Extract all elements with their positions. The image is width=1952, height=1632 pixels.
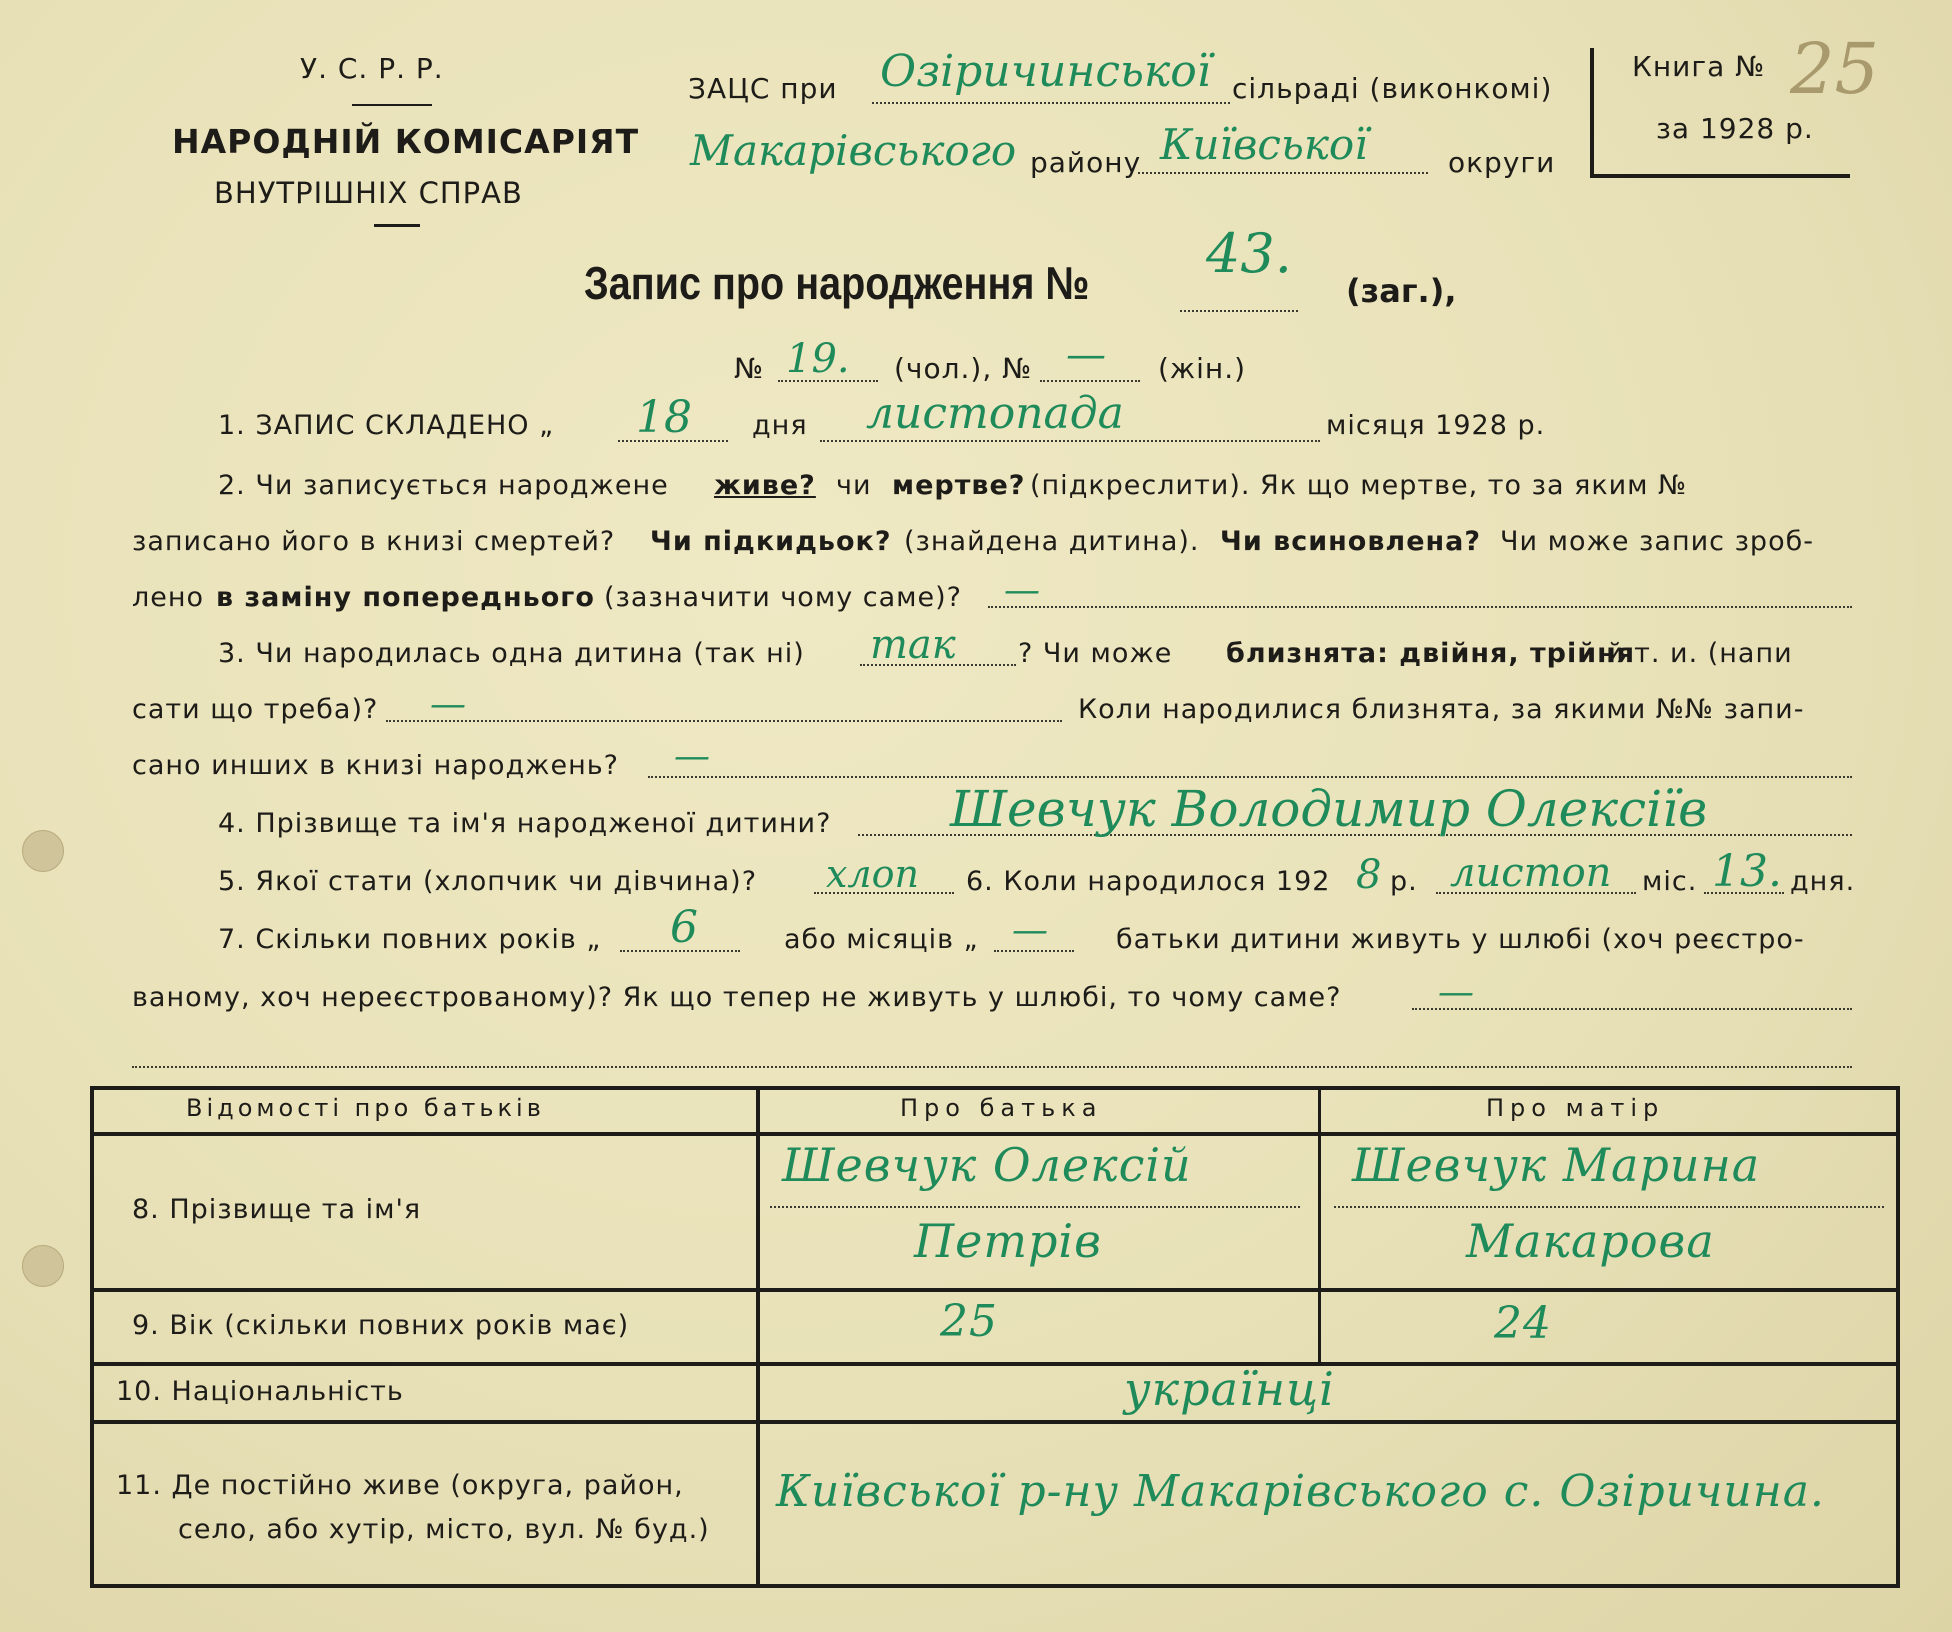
col-header-info: Відомості про батьків <box>186 1094 545 1122</box>
dotted-line <box>386 720 1062 722</box>
record-number-suffix: (заг.), <box>1346 272 1457 310</box>
okruha-label: округи <box>1448 146 1556 179</box>
dotted-line <box>648 776 1852 778</box>
birth-year-handwritten: 8 <box>1356 852 1382 898</box>
row-nationality-label: 10. Національність <box>116 1376 404 1407</box>
table-border <box>90 1132 1900 1136</box>
q3-text: 3. Чи народилась одна дитина (так ні) <box>218 638 805 669</box>
q3-text: Коли народилися близнята, за якими №№ запи- <box>1078 694 1805 725</box>
q2-foundling: Чи підкидьок? <box>650 526 892 557</box>
q2-live-option: живе? <box>714 470 816 501</box>
zags-prefix: ЗАЦС при <box>688 72 838 105</box>
book-year: за 1928 р. <box>1656 112 1814 145</box>
okruha-handwritten: Київської <box>1160 120 1368 169</box>
dotted-line <box>1040 380 1140 382</box>
dotted-line <box>1334 1206 1884 1208</box>
q4-label: 4. Прізвище та ім'я народженої дитини? <box>218 808 832 839</box>
dotted-line <box>988 606 1852 608</box>
divider <box>374 224 420 227</box>
q6-dnya: дня. <box>1790 866 1856 897</box>
q7-answer-handwritten: — <box>1438 972 1474 1013</box>
q6-mis: міс. <box>1642 866 1698 897</box>
divider <box>352 104 432 106</box>
book-number-handwritten: 25 <box>1790 28 1880 110</box>
row-age-label: 9. Вік (скільки повних років має) <box>132 1310 630 1341</box>
dotted-line <box>1138 172 1428 174</box>
row-name-label: 8. Прізвище та ім'я <box>132 1194 422 1225</box>
punch-hole <box>22 1245 64 1287</box>
q3-others-handwritten: — <box>674 736 710 777</box>
marriage-years-handwritten: 6 <box>670 902 698 953</box>
father-name-handwritten: Шевчук Олексій <box>782 1138 1192 1192</box>
q7-text: ваному, хоч нереєстрованому)? Як що тепер не живуть у шлюбі, то чому саме? <box>132 982 1342 1013</box>
dotted-line <box>1412 1008 1852 1010</box>
table-border <box>1318 1086 1321 1366</box>
male-number-prefix: № <box>734 352 765 385</box>
dotted-line <box>770 1206 1300 1208</box>
q1-day-label: дня <box>752 410 808 441</box>
row-residence-label: 11. Де постійно живе (округа, район, <box>116 1470 684 1501</box>
punch-hole <box>22 830 64 872</box>
republic-label: У. С. Р. Р. <box>300 52 444 85</box>
book-box-border <box>1590 48 1594 176</box>
col-header-mother: Про матір <box>1486 1094 1665 1122</box>
q3-text: сати що треба)? <box>132 694 379 725</box>
q6-r: р. <box>1390 866 1418 897</box>
record-number-handwritten: 43. <box>1206 222 1292 285</box>
residence-handwritten: Київської р-ну Макарівського с. Озіричина. <box>776 1466 1825 1517</box>
nationality-handwritten: українці <box>1124 1362 1335 1416</box>
q2-text: записано його в книзі смертей? <box>132 526 616 557</box>
q2-text: (зазначити чому саме)? <box>604 582 962 613</box>
book-box-border <box>1590 174 1850 178</box>
dotted-line <box>132 1066 1852 1068</box>
mother-age-handwritten: 24 <box>1494 1298 1552 1349</box>
q2-answer-handwritten: — <box>1004 570 1040 611</box>
book-label: Книга № <box>1632 50 1766 83</box>
q2-text: (підкреслити). Як що мертве, то за яким № <box>1030 470 1688 501</box>
district-label: району <box>1030 146 1142 179</box>
q2-adopted: Чи всиновлена? <box>1220 526 1482 557</box>
q2-text: (знайдена дитина). <box>904 526 1200 557</box>
commissariat-title: НАРОДНІЙ КОМІСАРІЯТ <box>172 122 640 161</box>
q2-text: Чи може запис зроб- <box>1500 526 1814 557</box>
col-header-father: Про батька <box>900 1094 1103 1122</box>
q5-label: 5. Якої стати (хлопчик чи дівчина)? <box>218 866 758 897</box>
table-border <box>90 1086 1900 1090</box>
q2-text: чи <box>836 470 872 501</box>
sex-handwritten: хлоп <box>826 852 919 896</box>
q1-suffix: місяця 1928 р. <box>1326 410 1546 441</box>
q2-replacement: в заміну попереднього <box>216 582 595 613</box>
q6-label: 6. Коли народилося 192 <box>966 866 1331 897</box>
q1-day-handwritten: 18 <box>636 392 692 443</box>
q3-text: ? Чи може <box>1018 638 1173 669</box>
birth-day-handwritten: 13. <box>1712 846 1782 897</box>
dotted-line <box>820 440 1320 442</box>
dotted-line <box>872 102 1230 104</box>
female-number-label: (жін.) <box>1158 352 1247 385</box>
table-border <box>90 1584 1900 1588</box>
birth-month-handwritten: листоп <box>1450 850 1612 896</box>
q2-dead-option: мертве? <box>892 470 1026 501</box>
district-handwritten: Макарівського <box>690 126 1017 175</box>
q2-text: 2. Чи записується народжене <box>218 470 669 501</box>
dotted-line <box>1180 310 1298 312</box>
q3-answer-handwritten: так <box>870 622 956 668</box>
mother-name-handwritten: Шевчук Марина <box>1352 1138 1761 1192</box>
q3-twins-handwritten: — <box>430 684 466 725</box>
zags-suffix: сільраді (виконкомі) <box>1232 72 1553 105</box>
table-border <box>90 1086 94 1588</box>
village-council-handwritten: Озіричинської <box>880 46 1211 97</box>
page-title: Запис про народження № <box>584 257 1090 309</box>
marriage-months-handwritten: — <box>1012 910 1048 951</box>
q7-text: 7. Скільки повних років „ <box>218 924 602 955</box>
q3-text: сано инших в книзі народжень? <box>132 750 619 781</box>
commissariat-subtitle: ВНУТРІШНІХ СПРАВ <box>214 176 523 210</box>
father-patronymic-handwritten: Петрів <box>914 1214 1102 1268</box>
q3-text: й т. и. (напи <box>1606 638 1793 669</box>
male-number-handwritten: 19. <box>786 336 850 382</box>
child-name-handwritten: Шевчук Володимир Олексіїв <box>950 780 1708 838</box>
female-number-handwritten: — <box>1066 332 1106 378</box>
row-residence-label: село, або хутір, місто, вул. № буд.) <box>178 1514 710 1545</box>
q7-text: або місяців „ <box>784 924 979 955</box>
table-border <box>90 1420 1900 1424</box>
table-border <box>90 1362 1900 1366</box>
table-border <box>1896 1086 1900 1588</box>
father-age-handwritten: 25 <box>940 1296 998 1347</box>
q1-month-handwritten: листопада <box>866 388 1124 439</box>
q7-text: батьки дитини живуть у шлюбі (хоч реєстро- <box>1116 924 1805 955</box>
q2-text: лено <box>132 582 205 613</box>
q1-label: 1. ЗАПИС СКЛАДЕНО „ <box>218 410 555 441</box>
mother-patronymic-handwritten: Макарова <box>1466 1214 1715 1268</box>
q3-twins: близнята: двійня, трійня <box>1226 638 1636 669</box>
male-number-label: (чол.), № <box>894 352 1033 385</box>
table-border <box>90 1288 1900 1292</box>
table-border <box>756 1086 760 1588</box>
